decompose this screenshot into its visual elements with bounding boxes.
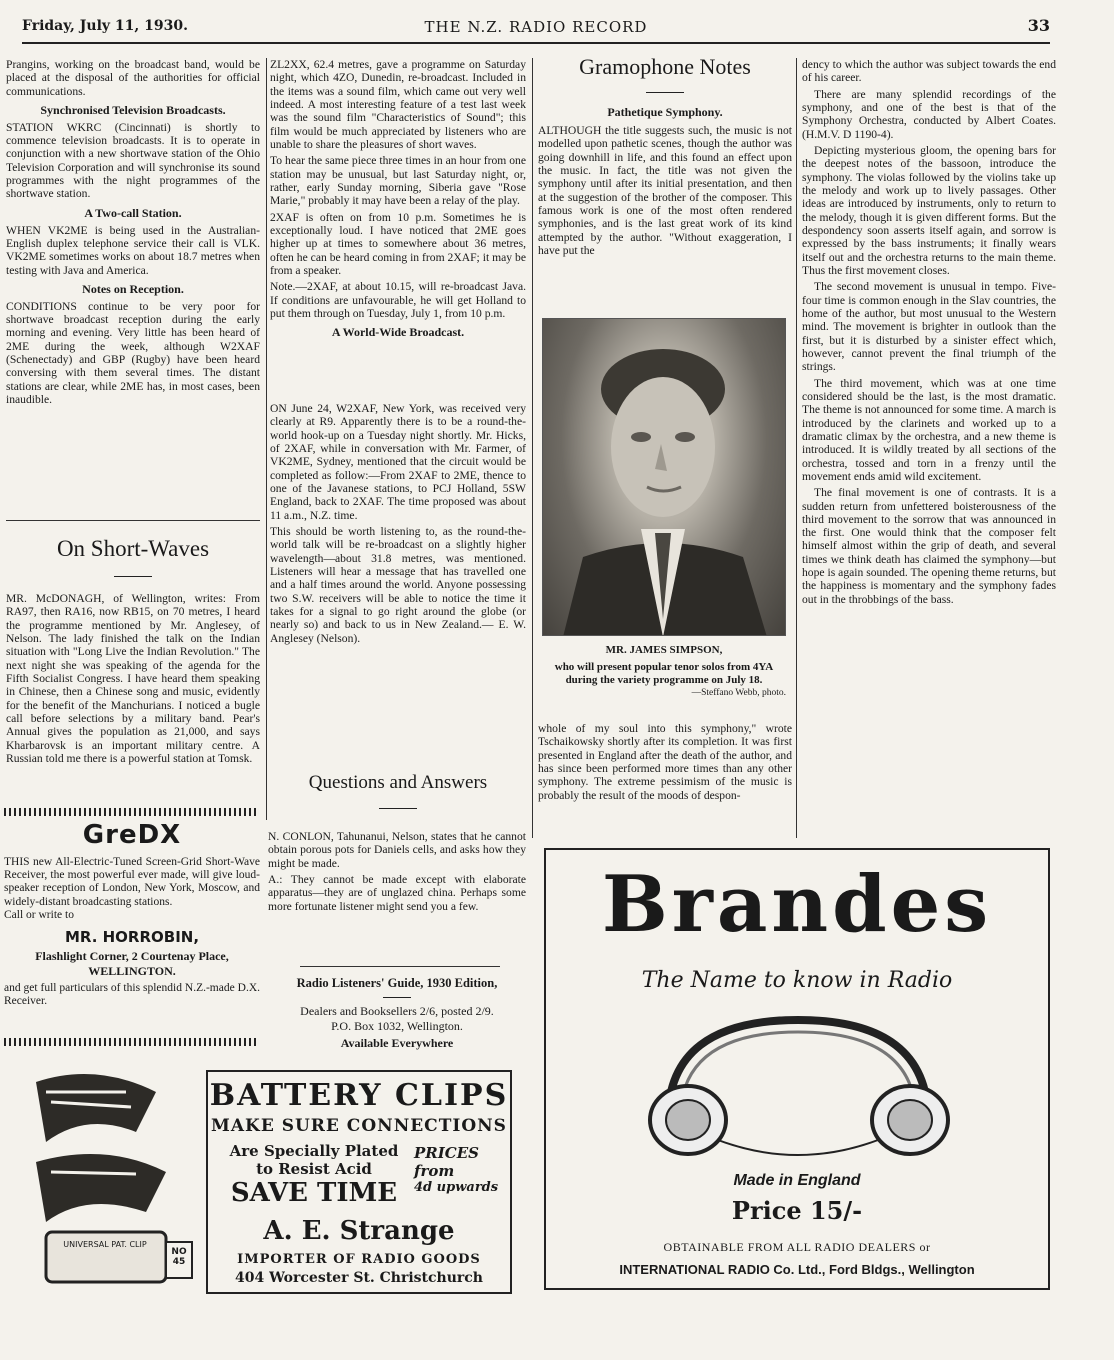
battery-sub: MAKE SURE CONNECTIONS	[211, 1116, 507, 1136]
guide-heading: Radio Listeners' Guide, 1930 Edition,	[296, 976, 498, 990]
article-text: STATION WKRC (Cincinnati) is shortly to commence television broadcasts. It is to operate in conjunction with a new shortwave station of the Ohio Television Corporation and will synchronise its sound programmes with the night programmes of the shortwave station.	[6, 120, 260, 201]
column-rule	[532, 58, 533, 838]
brandes-brand: Brandes	[601, 859, 993, 950]
portrait-photo	[542, 318, 786, 636]
gredx-name: MR. HORROBIN,	[64, 928, 200, 947]
page-header	[22, 14, 1050, 44]
brandes-obtain: OBTAINABLE FROM ALL RADIO DEALERS or	[663, 1240, 931, 1254]
clip-label: UNIVERSAL PAT. CLIP	[63, 1240, 147, 1249]
brandes-made: Made in England	[733, 1172, 861, 1189]
battery-line1: Are Specially Plated	[229, 1142, 399, 1160]
article-text: This should be worth listening to, as the round-the-world talk will be re-broadcast on a slightly higher wavelength—about 31.8 metres, was mentioned. Listeners will hear a message that has travelled one and a half times around the world. Anyone possessing two S.W. receivers will be able to notice the time it takes for a signal to go right around the globe (or nearly so) and back to us in New Zealand.— E. W. Anglesey (Nelson).	[270, 524, 526, 645]
article-text: The second movement is unusual in tempo. Five-four time is common enough in the Slav countries, the home of the author, but most unusual to the Western mind. The movement is brighter in outlook than the first, but it is disturbed by a sinister effect which, however, cannot prevent the final triumph of the strings.	[802, 280, 1056, 374]
article-text: ZL2XX, 62.4 metres, gave a programme on Saturday night, which 4ZO, Dunedin, re-broadcast. Included in the items was a sound film, which came out very well indeed. A most interesting feature of a test last week was the sound film "Characteristics of Sound"; this film would be much appreciated by listeners who are unable to share the pleasures of short waves.	[270, 58, 526, 151]
battery-prices	[414, 1144, 508, 1196]
short-waves-section-head	[6, 536, 260, 583]
section-rule	[6, 520, 260, 521]
caption-credit: —Steffano Webb, photo.	[691, 687, 786, 698]
guide-available: Available Everywhere	[340, 1036, 454, 1050]
guide-ad	[266, 976, 528, 1051]
brandes-tagline: The Name to know in Radio	[641, 968, 953, 993]
article-text: A.: They cannot be made except with elaborate apparatus—they are of unglazed china. Perhaps some more fortunate listener might send you a few.	[268, 872, 526, 913]
headphones-icon	[628, 1010, 968, 1160]
column-1	[6, 58, 260, 518]
gredx-text: THIS new All-Electric-Tuned Screen-Grid Short-Wave Receiver, the most powerful ever made, will give loud-speaker reception of London, New York, Moscow, and widely-distant broadcasting stations.	[4, 856, 260, 908]
article-text: There are many splendid recordings of the symphony, and one of the best is that of the Symphony Orchestra, conducted by Albert Coates. (H.M.V. D 1190-4).	[802, 87, 1056, 141]
caption-name: MR. JAMES SIMPSON,	[605, 644, 723, 656]
battery-clips-ad	[206, 1070, 512, 1294]
battery-address: 404 Worcester St. Christchurch	[235, 1270, 483, 1286]
prices-label: PRICES	[414, 1144, 479, 1162]
article-text: whole of my soul into this symphony," wrote Tschaikowsky shortly after its completion. It was first presented in England after the death of the author, and has since been performed more times than any other symphony. The extreme pessimism of the music is probably the result of the moods of despon-	[538, 722, 792, 802]
column-rule	[266, 58, 267, 820]
caption-text: who will present popular tenor solos from 4YA during the variety programme on July 18.	[554, 661, 774, 687]
gredx-call: Call or write to	[4, 908, 74, 921]
article-heading: Synchronised Television Broadcasts.	[40, 102, 226, 117]
short-waves-letter	[6, 592, 260, 804]
prices-from: from	[414, 1162, 455, 1180]
article-text: Note.—2XAF, at about 10.15, will re-broadcast Java. If conditions are unfavourable, he will get Holland to put them through on Tuesday, July 1, from 10 p.m.	[270, 280, 526, 320]
brandes-ad	[544, 848, 1050, 1290]
article-heading: A World-Wide Broadcast.	[331, 325, 465, 340]
title-rule	[646, 92, 684, 93]
qa-section-head	[270, 772, 526, 815]
article-text: Depicting mysterious gloom, the opening bars for the deepest notes of the bassoon, introduce the symphony. The violas followed by the violins take up the melody and work up to lively passages. Other ideas are introduced by instruments, only to return to the melody, though it is given different forms. But the despondency soon asserts itself again, and sorrow is expressed by the bass instruments; it finally wears itself out and the orchestra returns to the main theme. Thus the first movement closes.	[802, 143, 1056, 277]
gramophone-article-cont	[538, 722, 792, 830]
article-text: The third movement, which was at one time considered should be the last, is the most dramatic. The theme is not announced for some time. A march is introduced by the clarinets and worked up to a dramatic climax by the orchestra, and a new theme is introduced. It is wildly treated by all sections of the orchestra, tossed and torn in a frenzy until the movement ends amid wild excitement.	[802, 376, 1056, 483]
gramophone-article	[538, 124, 792, 308]
column-2	[270, 58, 526, 386]
article-text: ON June 24, W2XAF, New York, was received very clearly at R9. Apparently there is to be a round-the-world hook-up on a Tuesday night shortly. Mr. Hicks, of 2XAF, while in conversation with Mr. Farmer, of VK2ME, Sydney, mentioned that the circuit would be completed as follow:—From 2XAF to 2ME, thence to one of the Javanese stations, to PCJ Holland, 5SW England, back to 2XAF. The time proposed was about 11 a.m., N.Z. time.	[270, 402, 526, 522]
battery-line2: to Resist Acid	[256, 1160, 372, 1178]
battery-clips-illustration	[6, 1062, 202, 1298]
section-title: On Short-Waves	[56, 536, 210, 561]
section-title: Gramophone Notes	[579, 54, 751, 79]
article-text: The final movement is one of contrasts. It is a sudden return from unfettered boisterousness of the third movement to the sorrow that was announced in the first. One would think that the composer felt himself almost within the grip of death, and several times we think death has claimed the symphony—but hope is again sounded. The opening theme returns, but the happiness is momentary and the symphony fades out in the throbbings of the bass.	[802, 486, 1056, 606]
column-4	[802, 58, 1056, 830]
header-date: Friday, July 11, 1930.	[22, 18, 188, 34]
article-text: Prangins, working on the broadcast band, would be placed at the disposal of the authorities for official communications.	[6, 58, 260, 98]
gredx-brand: GreDX	[82, 820, 182, 850]
gredx-ad	[4, 820, 260, 1032]
guide-text: Dealers and Booksellers 2/6, posted 2/9.	[300, 1004, 494, 1018]
title-rule	[379, 808, 417, 809]
photo-caption	[542, 644, 786, 699]
section-title: Questions and Answers	[308, 772, 488, 793]
article-text: 2XAF is often on from 10 p.m. Sometimes he is exceptionally loud. I have noticed that 2ME goes higher up at times to somewhere about 36 metres, often he can be heard coming in from 2XAF; it may be from a speaker.	[270, 210, 526, 277]
battery-headline: BATTERY CLIPS	[209, 1078, 509, 1113]
title-rule	[114, 576, 152, 577]
article-text: CONDITIONS continue to be very poor for shortwave broadcast reception during the early morning and evening. Very little has been heard of 2ME during the week, although W2XAF (Schenectady) and GBP (Rugby) have been heard conversing with them several times. The distant stations are clear, while 2ME has, in most cases, been inaudible.	[6, 299, 260, 406]
article-text: N. CONLON, Tahunanui, Nelson, states that he cannot obtain porous pots for Daniels cells, and asks how they might be made.	[268, 830, 526, 870]
gredx-footer: and get full particulars of this splendid N.Z.-made D.X. Receiver.	[4, 982, 260, 1008]
battery-importer: IMPORTER OF RADIO GOODS	[237, 1252, 481, 1267]
article-heading: A Two-call Station.	[84, 205, 182, 220]
brandes-price: Price 15/-	[731, 1196, 863, 1225]
section-rule	[300, 966, 500, 967]
gramophone-head	[538, 54, 792, 120]
clip-number: NO 45	[171, 1247, 187, 1267]
article-text: MR. McDONAGH, of Wellington, writes: From RA97, then RA16, now RB15, on 70 metres, I heard the programme mentioned by Mr. Anglesey, of Nelson. The lady finished the talk on the Indian situation with "Long Live the Indian Revolution." The next night she was speaking of the agenda for the Fifth Socialist Congress. I have heard them speaking in Chinese, then a Chinese song and music, evidently for the benefit of the Manchurians. I noticed a bugle call before selections by a military band. Pear's Annual gives the population as 21,000, and says Kharbarovsk is an important military centre. A Russian told me there is a powerful station at Tomsk.	[6, 592, 260, 765]
battery-company: A. E. Strange	[263, 1216, 455, 1246]
portrait-photo-image	[543, 319, 786, 636]
gredx-address: Flashlight Corner, 2 Courtenay Place, WELLINGTON.	[35, 949, 229, 979]
prices-amount: 4d upwards	[414, 1180, 499, 1195]
battery-save: SAVE TIME	[230, 1178, 398, 1208]
article-text: To hear the same piece three times in an hour from one station may be unusual, but last Saturday night, or, rather, early Sunday morning, Siberia gave "Rose Marie," probably it may have been a relay of the play.	[270, 154, 526, 208]
world-wide-article	[270, 402, 526, 762]
article-heading: Notes on Reception.	[82, 281, 184, 296]
title-rule	[383, 997, 411, 998]
brandes-company: INTERNATIONAL RADIO Co. Ltd., Ford Bldgs., Wellington	[619, 1262, 975, 1277]
article-text: dency to which the author was subject towards the end of his career.	[802, 58, 1056, 85]
ad-border-top	[4, 808, 256, 816]
article-text: ALTHOUGH the title suggests such, the music is not modelled upon pathetic scenes, though the author was going downhill in life, and this found an effect upon the music. In fact, the title was not given the symphony until after its initial presentation, and then at the suggestion of the brother of the composer. This famous work is one of the most often rendered symphonies, and is the last great work of its kind attempted by the author. "Without exaggeration, I have put the	[538, 124, 792, 257]
qa-article	[268, 830, 526, 962]
page-number: 33	[1027, 16, 1050, 35]
header-title: THE N.Z. RADIO RECORD	[424, 18, 648, 36]
column-rule	[796, 58, 797, 838]
article-text: WHEN VK2ME is being used in the Australian-English duplex telephone service their call is VLK. VK2ME sometimes works on about 18.7 metres when testing with Java and America.	[6, 223, 260, 277]
article-heading: Pathetique Symphony.	[607, 105, 723, 119]
guide-box: P.O. Box 1032, Wellington.	[331, 1019, 463, 1033]
ad-border-bottom	[4, 1038, 256, 1046]
